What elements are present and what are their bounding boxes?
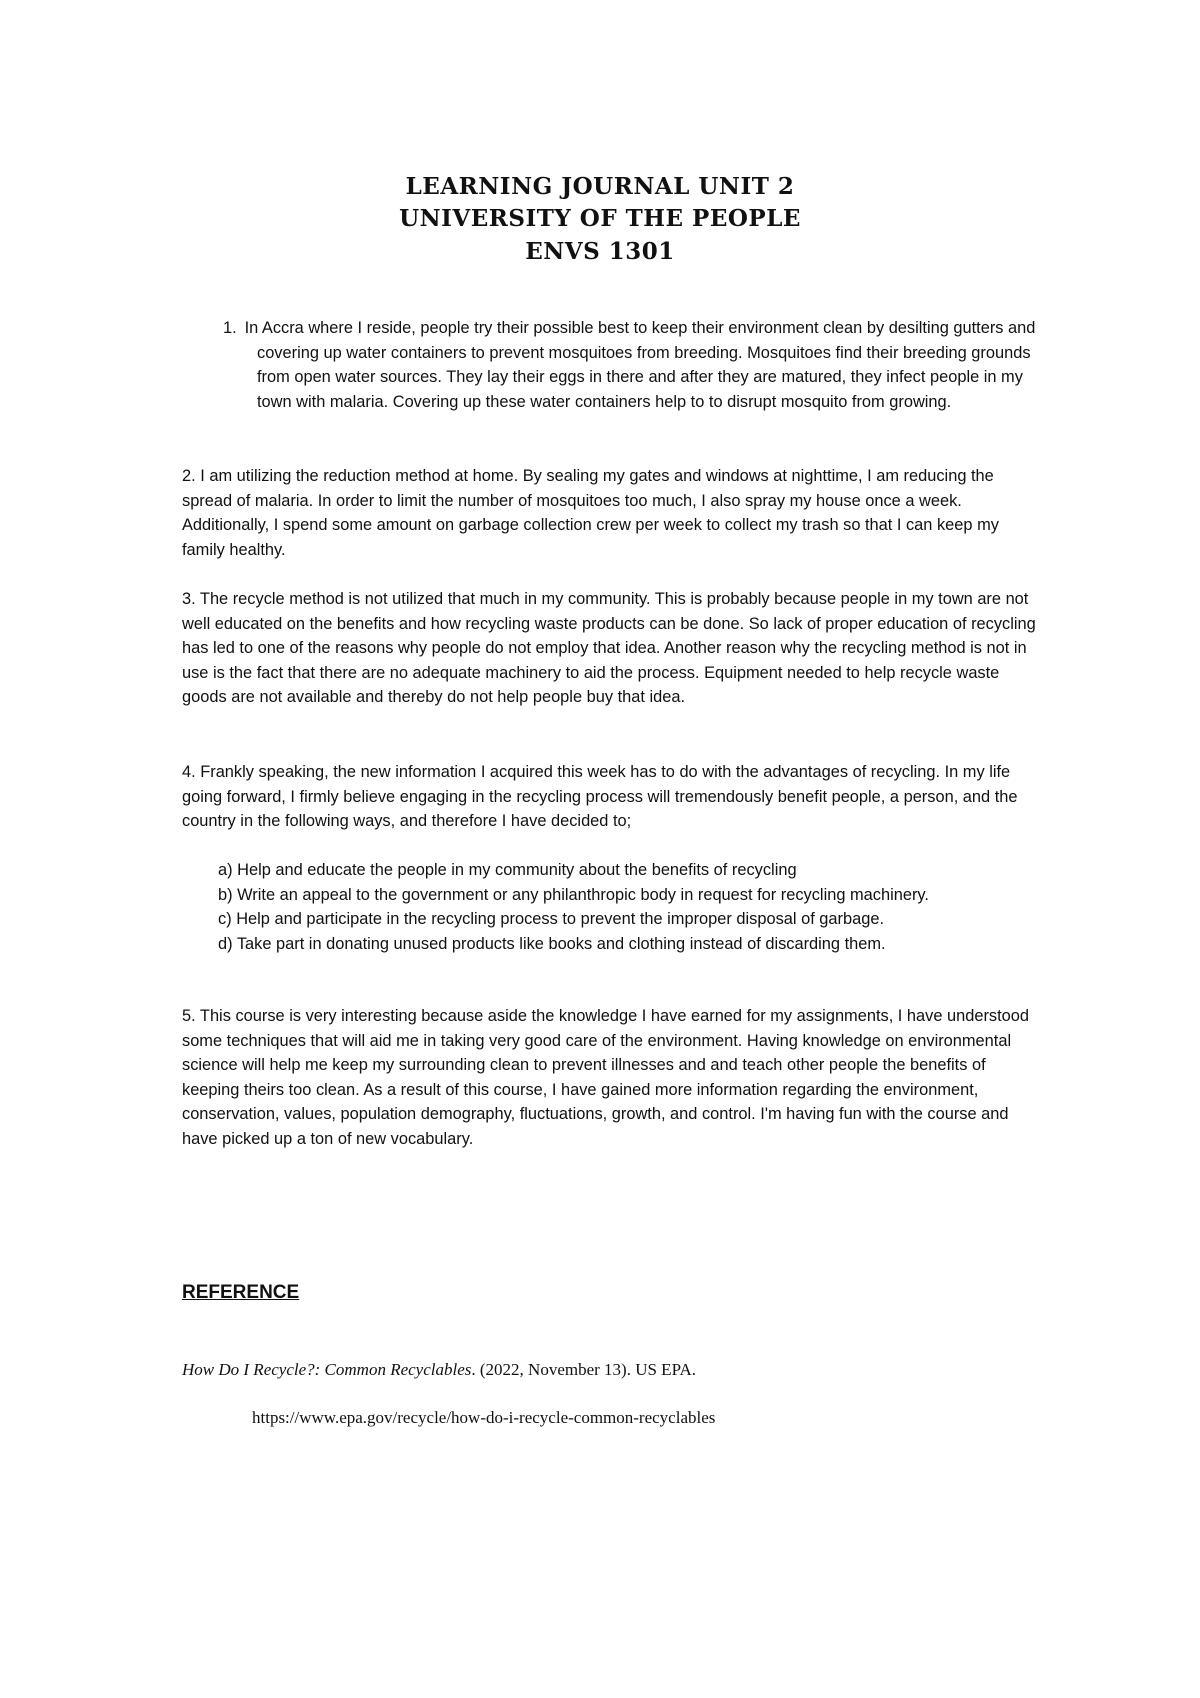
reference-details: . (2022, November 13). US EPA. — [471, 1360, 696, 1379]
reference-heading: REFERENCE — [182, 1282, 300, 1303]
reference-citation — [182, 1358, 696, 1382]
list-item: d) Take part in donating unused products like books and clothing instead of discarding them. — [218, 934, 886, 953]
answer-4: 4. Frankly speaking, the new information I acquired this week has to do with the advantages of recycling. In my life going forward, I firmly believe engaging in the recycling process will tremendously benefit people, a person, and the country in the following ways, and therefore I have decided to; — [182, 763, 1018, 831]
course-code: ENVS 1301 — [525, 238, 675, 265]
recycling-plan-list — [218, 858, 1018, 956]
university-name: UNIVERSITY OF THE PEOPLE — [399, 205, 801, 232]
answer-2: 2. I am utilizing the reduction method at home. By sealing my gates and windows at nighttime, I am reducing the spread of malaria. In order to limit the number of mosquitoes too much, I also spray my house once a week. Additionally, I spend some amount on garbage collection crew per week to collect my trash so that I can keep my family healthy. — [182, 467, 999, 559]
reference-title: How Do I Recycle?: Common Recyclables — [182, 1360, 472, 1379]
answer-3: 3. The recycle method is not utilized that much in my community. This is probably because people in my town are not well educated on the benefits and how recycling waste products can be done. So lack of proper education of recycling has led to one of the reasons why people do not employ that idea. Another reason why the recycling method is not in use is the fact that there are no adequate machinery to aid the process. Equipment needed to help recycle waste goods are not available and thereby do not help people buy that idea. — [182, 590, 1036, 707]
list-item: c) Help and participate in the recycling process to prevent the improper disposal of garbage. — [218, 910, 885, 929]
answer-1: 1. In Accra where I reside, people try their possible best to keep their environment clean by desilting gutters and covering up water containers to prevent mosquitoes from breeding. Mosquitoes find their breeding grounds from open water sources. They lay their eggs in there and after they are matured, they infect people in my town with malaria. Covering up these water containers help to to disrupt mosquito from growing. — [223, 319, 1036, 411]
list-item: b) Write an appeal to the government or any philanthropic body in request for recycling machinery. — [218, 885, 929, 904]
answer-5: 5. This course is very interesting because aside the knowledge I have earned for my assignments, I have understood some techniques that will aid me in taking very good care of the environment. Having knowledge on environmental science will help me keep my surrounding clean to prevent illnesses and and teach other people the benefits of keeping theirs too clean. As a result of this course, I have gained more information regarding the environment, conservation, values, population demography, fluctuations, growth, and control. I'm having fun with the course and have picked up a ton of new vocabulary. — [182, 1007, 1030, 1148]
journal-title: LEARNING JOURNAL UNIT 2 — [405, 173, 795, 200]
list-item: a) Help and educate the people in my community about the benefits of recycling — [218, 861, 797, 879]
answer-1-text: In Accra where I reside, people try their possible best to keep their environment clean by desilting gutters and covering up water containers to prevent mosquitoes from breeding. Mosquitoes find their breeding grounds from open water sources. They lay their eggs in there and after they are matured, they infect people in my town with malaria. Covering up these water containers help to to disrupt mosquito from growing. — [244, 319, 1036, 411]
reference-url: https://www.epa.gov/recycle/how-do-i-recycle-common-recyclables — [252, 1408, 716, 1427]
